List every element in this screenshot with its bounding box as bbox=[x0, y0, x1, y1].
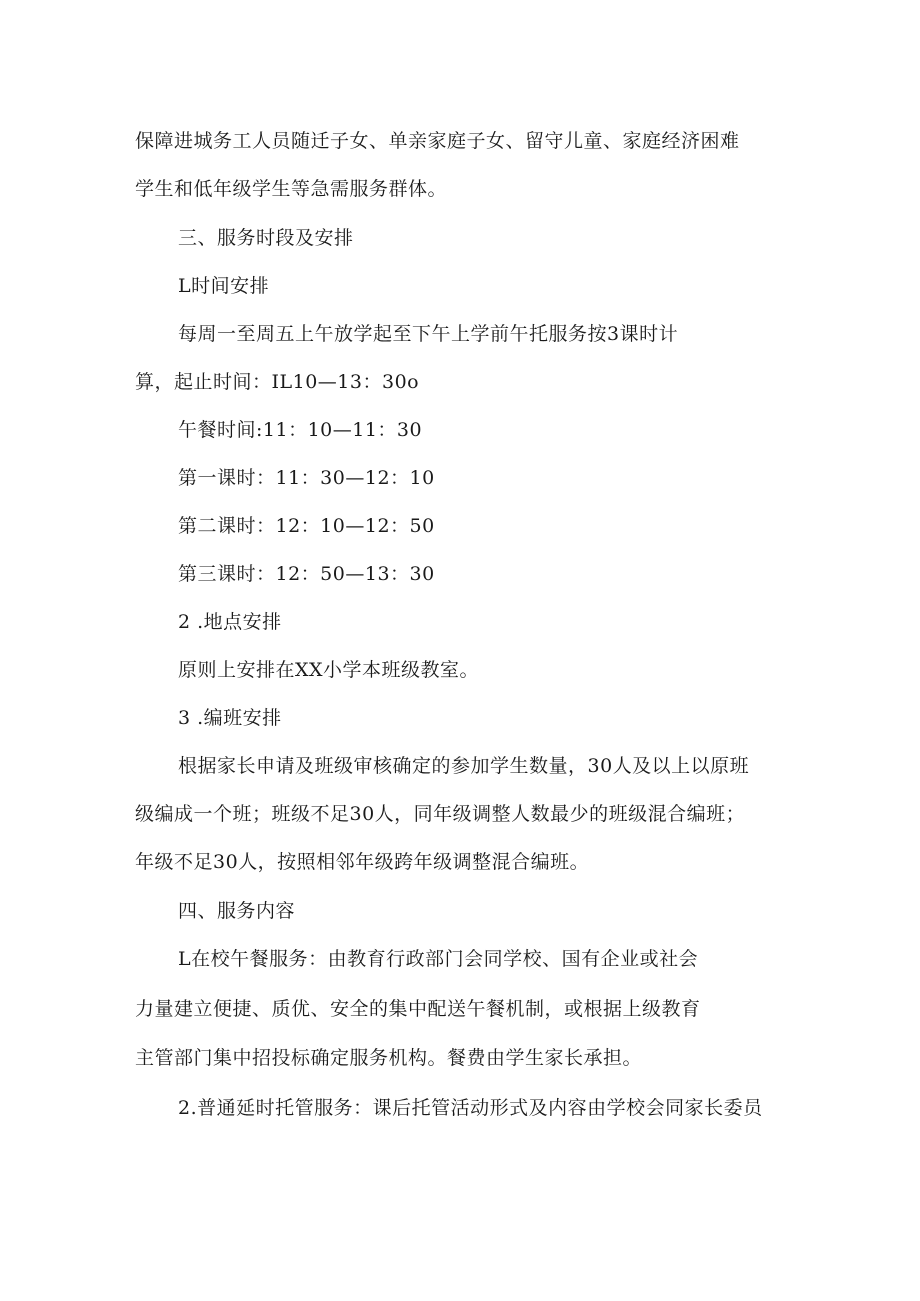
paragraph-line: L在校午餐服务：由教育行政部门会同学校、国有企业或社会 bbox=[178, 948, 699, 970]
paragraph-line: 根据家长申请及班级审核确定的参加学生数量，30人及以上以原班 bbox=[178, 755, 750, 777]
paragraph-line: 年级不足30人，按照相邻年级跨年级调整混合编班。 bbox=[135, 851, 590, 873]
section-heading: 三、服务时段及安排 bbox=[178, 227, 354, 249]
paragraph-line: 级编成一个班；班级不足30人，同年级调整人数最少的班级混合编班； bbox=[135, 803, 746, 825]
paragraph-line: 算，起止时间：IL10—13：30o bbox=[135, 371, 420, 393]
paragraph-line: 力量建立便捷、质优、安全的集中配送午餐机制，或根据上级教育 bbox=[135, 998, 701, 1020]
schedule-item: 第二课时：12：10—12：50 bbox=[178, 515, 435, 537]
paragraph-line: 学生和低年级学生等急需服务群体。 bbox=[135, 178, 448, 200]
paragraph-line: 每周一至周五上午放学起至下午上学前午托服务按3课时计 bbox=[178, 323, 679, 345]
paragraph-line: 主管部门集中招投标确定服务机构。餐费由学生家长承担。 bbox=[135, 1047, 643, 1069]
schedule-item: 第三课时：12：50—13：30 bbox=[178, 563, 435, 585]
paragraph-line: 原则上安排在XX小学本班级教室。 bbox=[178, 659, 480, 681]
schedule-item: 午餐时间:11：10—11：30 bbox=[178, 419, 423, 441]
schedule-item: 第一课时：11：30—12：10 bbox=[178, 467, 435, 489]
paragraph-line: 2.普通延时托管服务：课后托管活动形式及内容由学校会同家长委员 bbox=[178, 1097, 763, 1119]
subsection-heading: 3 .编班安排 bbox=[178, 707, 282, 729]
paragraph-line: 保障进城务工人员随迁子女、单亲家庭子女、留守儿童、家庭经济困难 bbox=[135, 130, 740, 152]
subsection-heading: 2 .地点安排 bbox=[178, 611, 282, 633]
section-heading: 四、服务内容 bbox=[178, 900, 296, 922]
subsection-heading: L时间安排 bbox=[178, 275, 270, 297]
